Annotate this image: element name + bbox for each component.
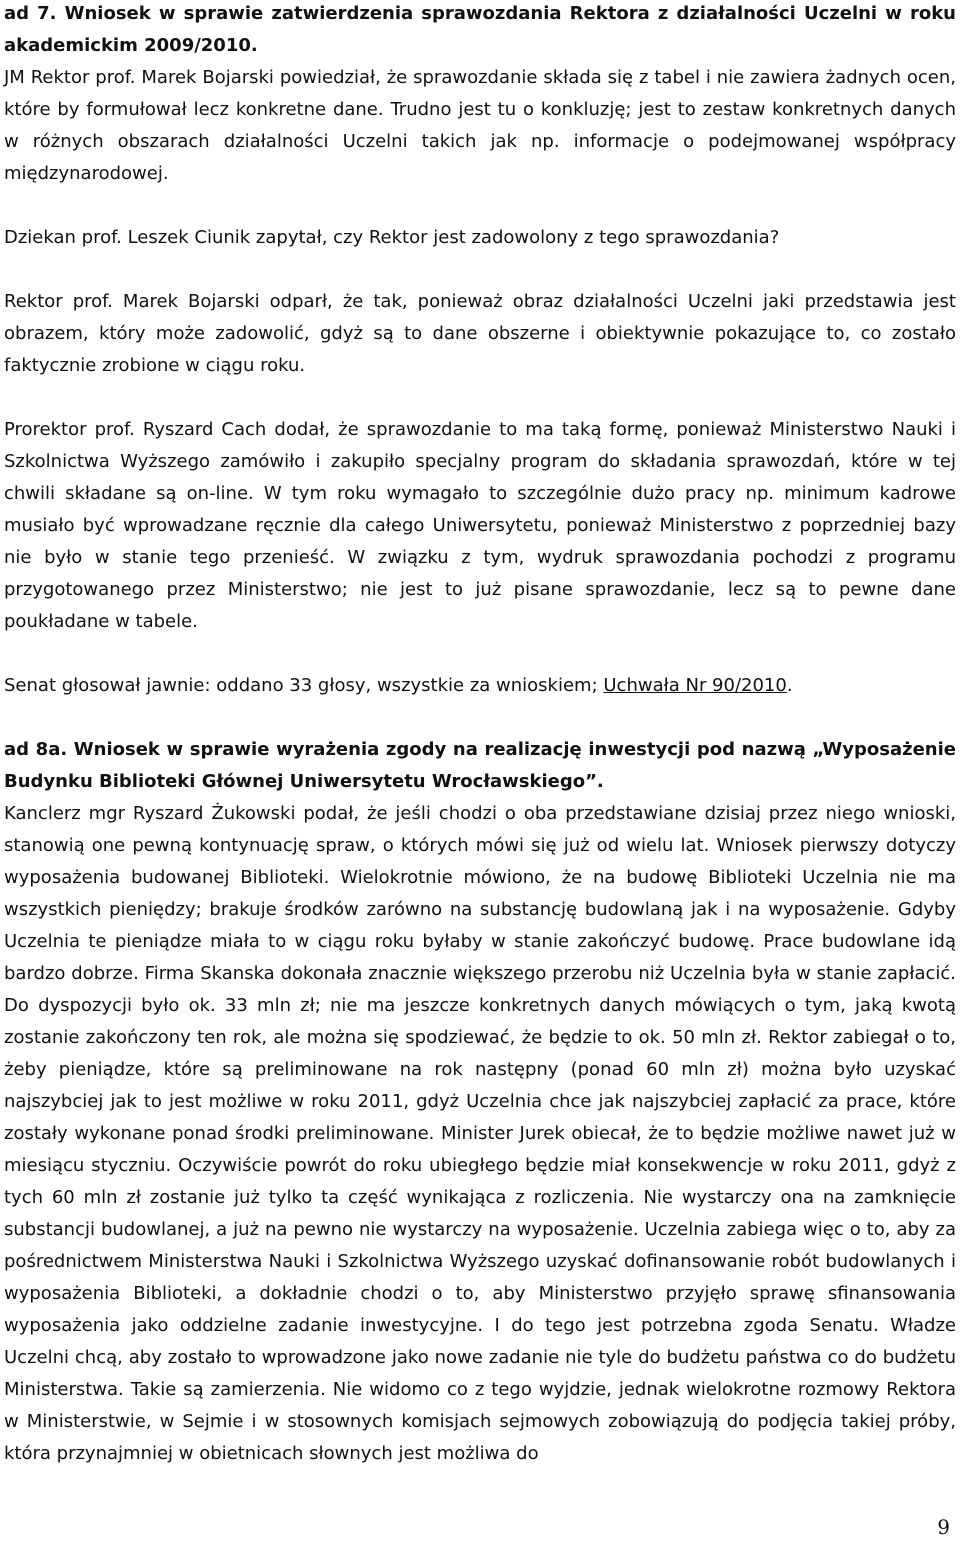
paragraph-spacer (4, 382, 956, 414)
paragraph-spacer (4, 638, 956, 670)
page-number: 9 (937, 1515, 950, 1539)
paragraph-spacer (4, 190, 956, 222)
paragraph-dean-question: Dziekan prof. Leszek Ciunik zapytał, czy Rektor jest zadowolony z tego sprawozdania? (4, 227, 780, 248)
section-8a-heading: ad 8a. Wniosek w sprawie wyrażenia zgody na realizację inwestycji pod nazwą „Wyposażenie Budynku Biblioteki Głównej Uniwersytetu Wrocławskiego”. (4, 739, 956, 792)
vote-text: Senat głosował jawnie: oddano 33 głosy, wszystkie za wnioskiem; (4, 675, 604, 696)
paragraph-spacer (4, 254, 956, 286)
paragraph-rector-statement: JM Rektor prof. Marek Bojarski powiedział, że sprawozdanie składa się z tabel i nie zawiera żadnych ocen, które by formułował lecz konkretne dane. Trudno jest tu o konkluzję; jest to zestaw konkretnych danych w różnych obszarach działalności Uczelni takich jak np. informacje o podejmowanej współpracy międzynarodowej. (4, 67, 956, 184)
section-7-heading: ad 7. Wniosek w sprawie zatwierdzenia sprawozdania Rektora z działalności Uczelni w roku akademickim 2009/2010. (4, 3, 956, 56)
paragraph-rector-reply: Rektor prof. Marek Bojarski odparł, że tak, ponieważ obraz działalności Uczelni jaki przedstawia jest obrazem, który może zadowolić, gdyż są to dane obszerne i obiektywnie pokazujące to, co zostało faktycznie zrobione w ciągu roku. (4, 291, 956, 376)
paragraph-spacer (4, 702, 956, 734)
paragraph-chancellor-statement: Kanclerz mgr Ryszard Żukowski podał, że jeśli chodzi o oba przedstawiane dzisiaj przez niego wnioski, stanowią one pewną kontynuację spraw, o których mówi się już od wielu lat. Wniosek pierwszy dotyczy wyposażenia budowanej Biblioteki. Wielokrotnie mówiono, że na budowę Biblioteki Uczelnia nie ma wszystkich pieniędzy; brakuje środków zarówno na substancję budowlaną jak i na wyposażenie. Gdyby Uczelnia te pieniądze miała to w ciągu roku byłaby w stanie zakończyć budowę. Prace budowlane idą bardzo dobrze. Firma Skanska dokonała znacznie większego przerobu niż Uczelnia była w stanie zapłacić. Do dyspozycji było ok. 33 mln zł; nie ma jeszcze konkretnych danych mówiących o tym, jaką kwotą zostanie zakończony ten rok, ale można się spodziewać, że będzie to ok. 50 mln zł. Rektor zabiegał o to, żeby pieniądze, które są preliminowane na rok następny (ponad 60 mln zł) można było uzyskać najszybciej jak to jest możliwe w roku 2011, gdyż Uczelnia chce jak najszybciej zapłacić za prace, które zostały wykonane ponad środki preliminowane. Minister Jurek obiecał, że to będzie możliwe nawet już w miesiącu styczniu. Oczywiście powrót do roku ubiegłego będzie miał konsekwencje w roku 2011, gdyż z tych 60 mln zł zostanie już tylko ta część wynikająca z rozliczenia. Nie wystarczy ona na zamknięcie substancji budowlanej, a już na pewno nie wystarczy na wyposażenie. Uczelnia zabiega więc o to, aby za pośrednictwem Ministerstwa Nauki i Szkolnictwa Wyższego uzyskać dofinansowanie robót budowlanych i wyposażenia Biblioteki, a dokładnie chodzi o to, aby Ministerstwo przyjęło sprawę sfinansowania wyposażenia jako oddzielne zadanie inwestycyjne. I do tego jest potrzebna zgoda Senatu. Władze Uczelni chcą, aby zostało to wprowadzone jako nowe zadanie nie tyle do budżetu państwa co do budżetu Ministerstwa. Takie są zamierzenia. Nie widomo co z tego wyjdzie, jednak wielokrotne rozmowy Rektora w Ministerstwie, w Sejmie i w stosownych komisjach sejmowych zobowiązują do podjęcia takiej próby, która przynajmniej w obietnicach słownych jest możliwa do (4, 803, 956, 1464)
resolution-link[interactable]: Uchwała Nr 90/2010 (603, 675, 787, 696)
vote-result (4, 670, 956, 702)
paragraph-prorector-comment: Prorektor prof. Ryszard Cach dodał, że sprawozdanie to ma taką formę, ponieważ Ministerstwo Nauki i Szkolnictwa Wyższego zamówiło i zakupiło specjalny program do składania sprawozdań, które w tej chwili składane są on-line. W tym roku wymagało to szczególnie dużo pracy np. minimum kadrowe musiało być wprowadzane ręcznie dla całego Uniwersytetu, ponieważ Ministerstwo z poprzedniej bazy nie było w stanie tego przenieść. W związku z tym, wydruk sprawozdania pochodzi z programu przygotowanego przez Ministerstwo; nie jest to już pisane sprawozdanie, lecz są to pewne dane poukładane w tabele. (4, 419, 956, 632)
vote-suffix: . (786, 675, 793, 696)
